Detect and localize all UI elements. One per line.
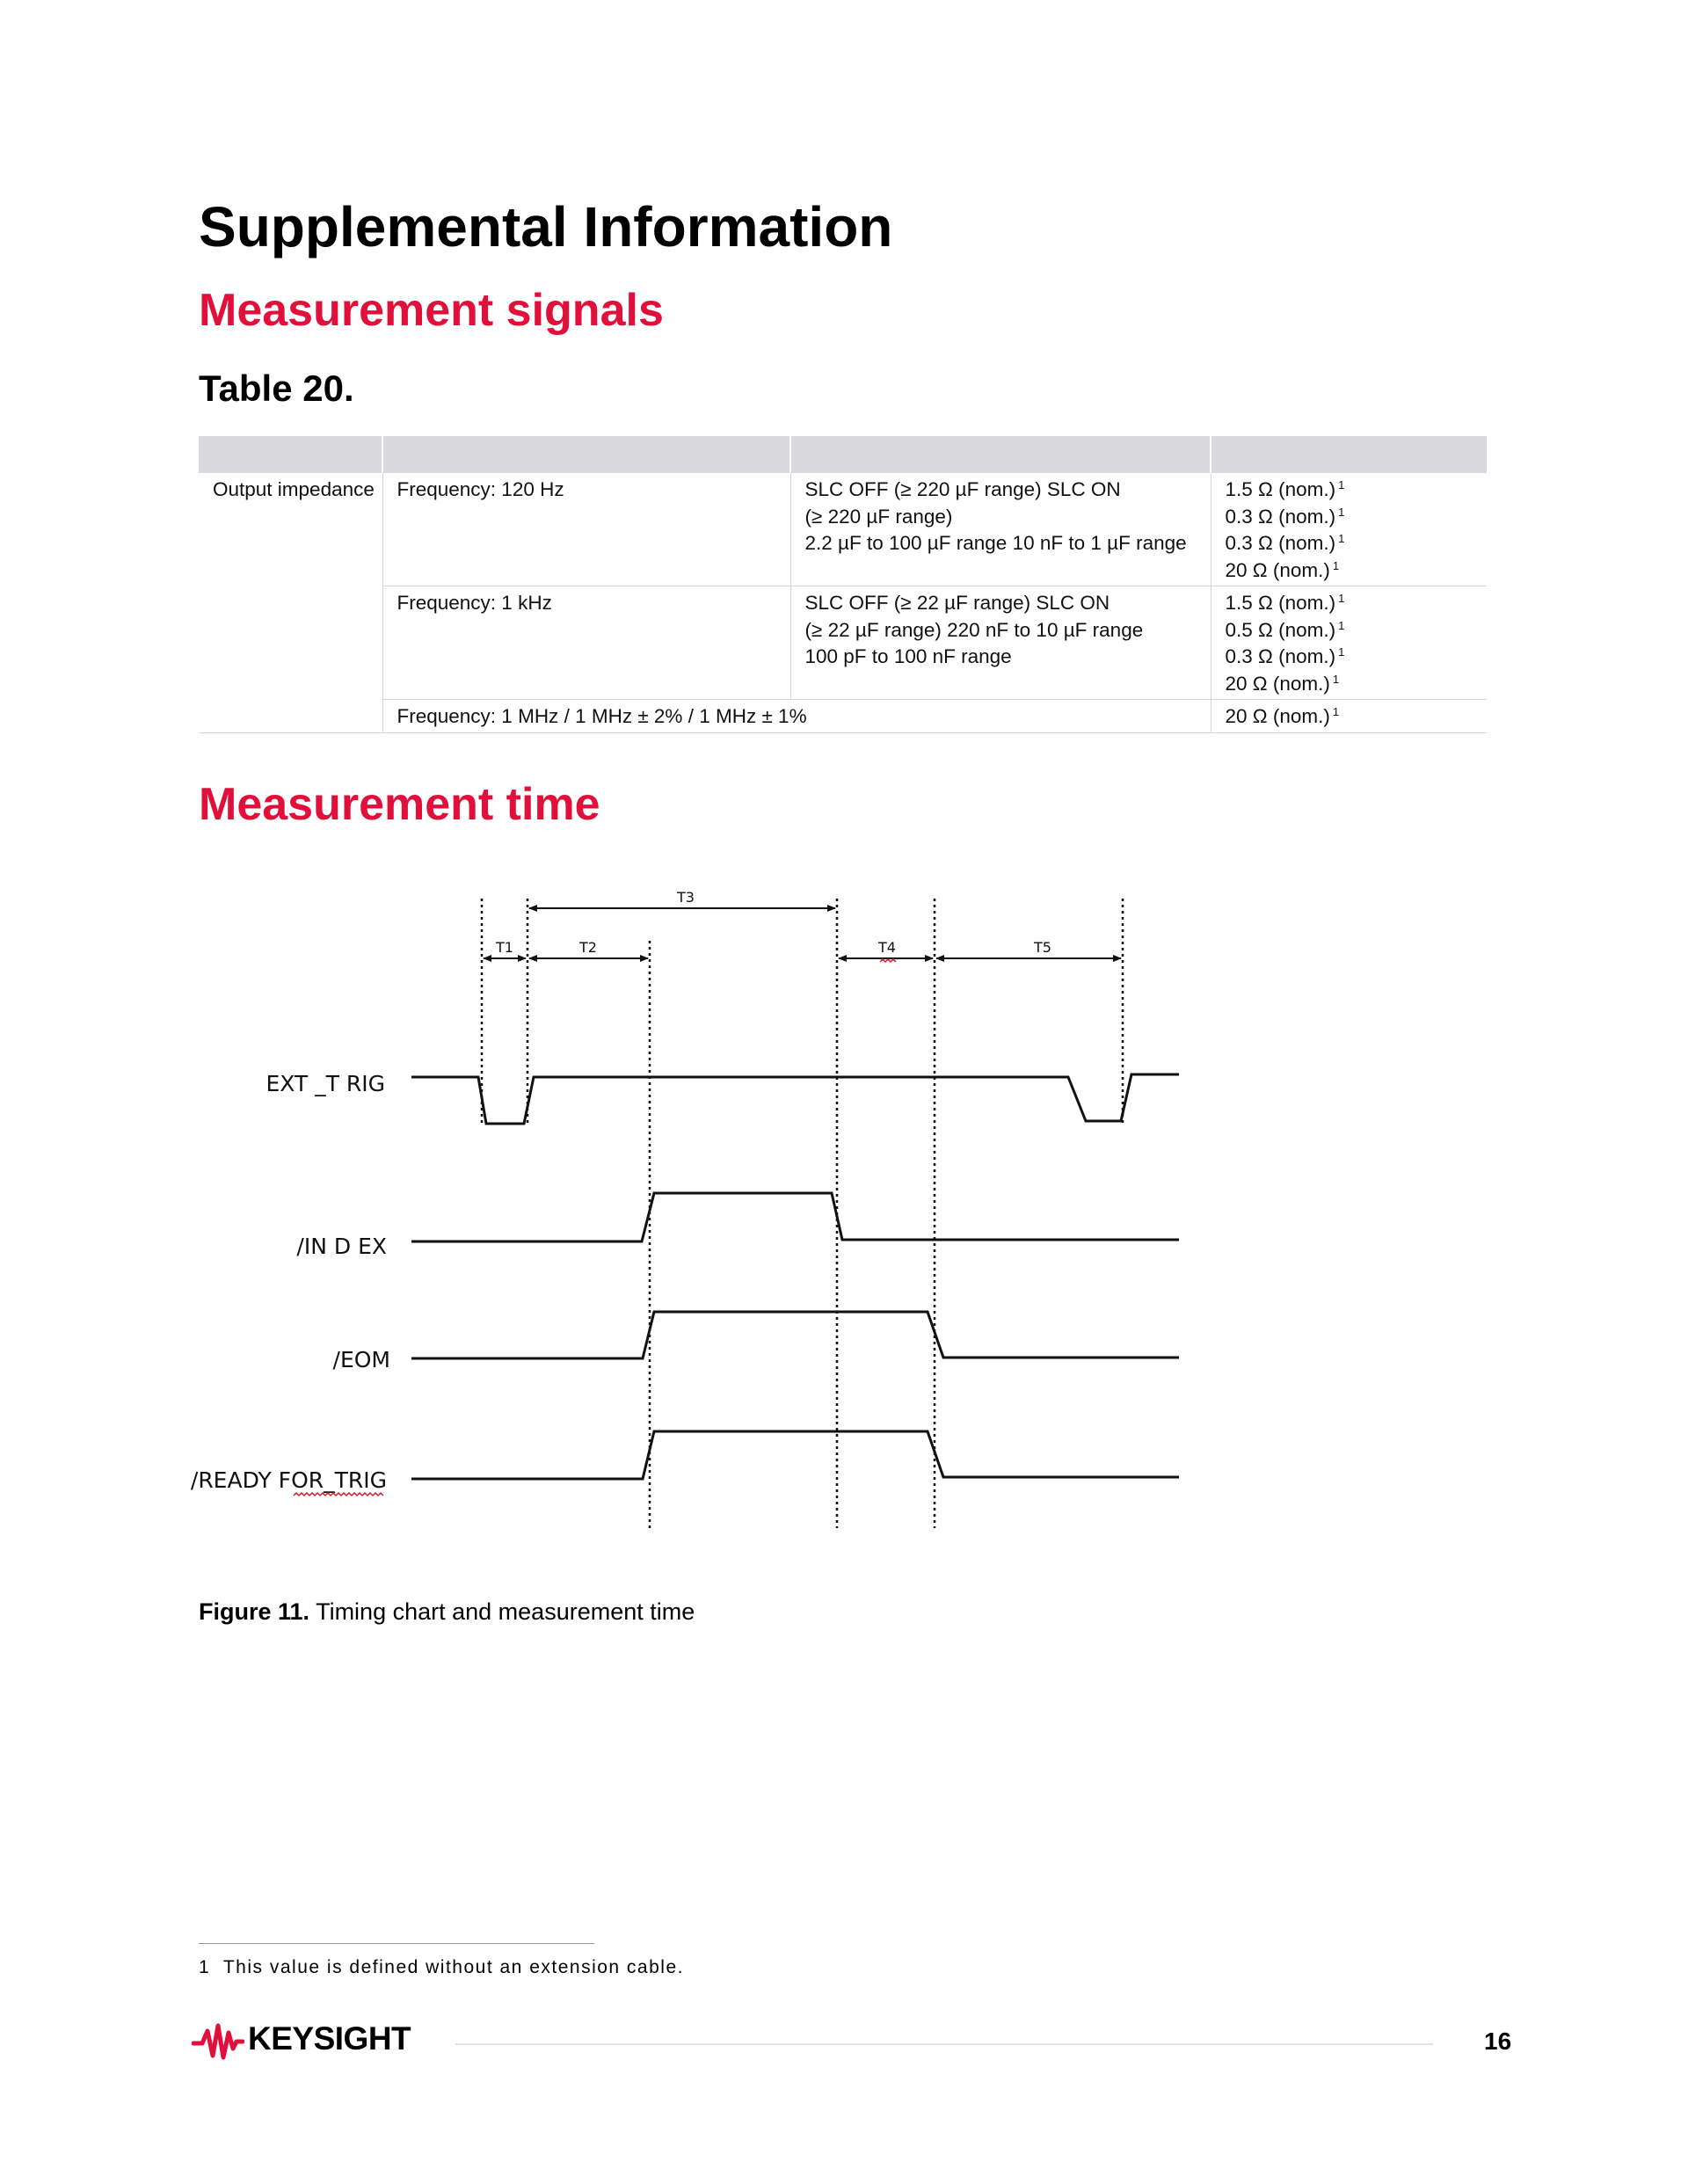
spellcheck-squiggle [880,959,896,962]
interval-label-t5: T5 [1034,939,1051,956]
condition-line: (≥ 220 µF range) [804,505,953,528]
condition-cell [790,586,1211,700]
value-text: 20 Ω (nom.) [1225,705,1330,727]
table-row [199,586,1487,700]
footnote-ref: 1 [1332,672,1340,686]
table-header-cell [382,436,790,473]
value-line [1226,617,1473,644]
value-line [1226,703,1473,731]
keysight-wave-icon [192,2022,244,2061]
waveform-eom [411,1312,1179,1358]
value-text: 1.5 Ω (nom.) [1225,478,1336,500]
footnote-number: 1 [199,1957,211,1977]
footnote [199,1957,684,1978]
waveform-ext-trig [411,1074,1179,1124]
condition-line: 2.2 µF to 100 µF range 10 nF to 1 µF range [804,532,1187,554]
interval-label-t3: T3 [677,889,695,906]
footnote-ref: 1 [1338,532,1345,545]
row-label-cell [199,473,382,732]
table-header-cell [790,436,1211,473]
value-line [1226,557,1473,585]
footnote-text: This value is defined without an extension cable. [222,1957,684,1977]
frequency-cell [382,473,790,586]
interval-label-t1: T1 [496,939,513,956]
value-text: 0.3 Ω (nom.) [1225,645,1336,667]
figure-caption [199,1598,695,1626]
value-text: 1.5 Ω (nom.) [1225,592,1336,614]
value-cell [1211,700,1487,733]
spellcheck-squiggle [294,1493,383,1496]
signal-label-ready-for-trig: /READY FOR_TRIG [190,1467,387,1493]
value-line [1226,671,1473,698]
table-caption: Table 20. [199,368,354,409]
footnote-ref: 1 [1338,505,1345,519]
frequency-cell [382,700,1211,733]
footer-divider [455,2043,1433,2045]
page-number: 16 [1484,2027,1512,2055]
footnote-ref: 1 [1338,618,1345,632]
waveform-ready-for-trig [411,1431,1179,1479]
condition-line: (≥ 22 µF range) 220 nF to 10 µF range [804,618,1144,641]
table-header-row [199,436,1487,473]
table-row [199,473,1487,586]
footnote-ref: 1 [1338,645,1345,659]
value-text: 0.3 Ω (nom.) [1225,532,1336,554]
value-line [1226,590,1473,617]
table-row [199,700,1487,733]
table-header-cell [199,436,382,473]
condition-cell [790,473,1211,586]
frequency-label: Frequency: 1 kHz [397,592,552,614]
interval-label-t2: T2 [579,939,597,956]
waveform-index [411,1193,1179,1241]
brand-logo-text: KEYSIGHT [248,2020,411,2057]
figure-caption-label: Figure 11. [199,1598,310,1625]
figure-caption-text: Timing chart and measurement time [309,1598,695,1625]
value-text: 0.5 Ω (nom.) [1225,618,1336,641]
signal-label-ext-trig: EXT _T RIG [266,1071,385,1096]
interval-label-t4: T4 [878,939,896,956]
signal-label-eom: /EOM [332,1347,390,1372]
frequency-label: Frequency: 1 MHz / 1 MHz ± 2% / 1 MHz ± 1% [397,705,807,727]
output-impedance-table [199,436,1487,733]
footnote-ref: 1 [1332,705,1340,718]
value-text: 20 Ω (nom.) [1225,672,1330,695]
signal-label-index: /IN D EX [296,1234,387,1259]
section-heading-measurement-time: Measurement time [199,779,600,830]
page-title: Supplemental Information [199,195,893,258]
footnote-ref: 1 [1338,592,1345,605]
value-line [1226,644,1473,671]
frequency-label: Frequency: 120 Hz [397,478,564,500]
value-cell [1211,586,1487,700]
value-line [1226,504,1473,531]
section-heading-measurement-signals: Measurement signals [199,285,664,336]
value-text: 20 Ω (nom.) [1225,558,1330,581]
condition-line: SLC OFF (≥ 22 µF range) SLC ON [804,592,1110,614]
condition-line: SLC OFF (≥ 220 µF range) SLC ON [804,478,1121,500]
table-header-cell [1211,436,1487,473]
footnote-ref: 1 [1332,558,1340,572]
condition-line: 100 pF to 100 nF range [804,645,1012,667]
footnote-ref: 1 [1338,478,1345,491]
row-label: Output impedance [213,478,375,500]
value-line [1226,477,1473,504]
footnote-divider [199,1943,594,1944]
frequency-cell [382,586,790,700]
value-cell [1211,473,1487,586]
value-text: 0.3 Ω (nom.) [1225,505,1336,528]
value-line [1226,530,1473,557]
